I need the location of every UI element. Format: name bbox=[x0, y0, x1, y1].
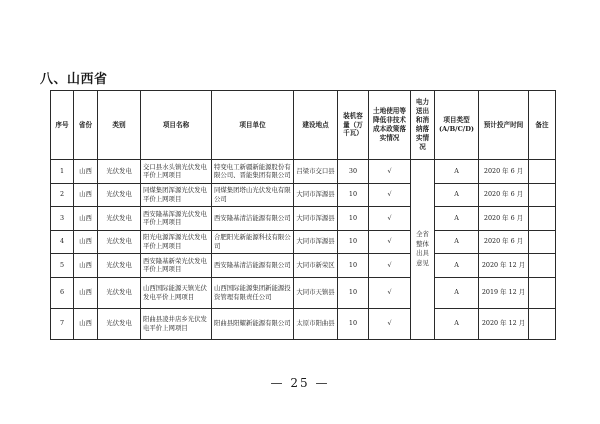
cell-seq: 5 bbox=[51, 254, 74, 278]
page-number: — 25 — bbox=[270, 376, 330, 390]
cell-remark bbox=[529, 277, 556, 308]
cell-location: 大同市天镇县 bbox=[294, 277, 338, 308]
cell-project-name: 交口县水头镇光伏发电平价上网项目 bbox=[141, 160, 212, 184]
header-capacity: 装机容量（万千瓦） bbox=[338, 91, 369, 160]
header-land-cost: 土地使用等降低非技术成本政策落实情况 bbox=[369, 91, 411, 160]
cell-project-unit: 西安隆基清洁能源有限公司 bbox=[212, 254, 294, 278]
cell-location: 大同市浑源县 bbox=[294, 230, 338, 254]
header-grid: 电力送出和消纳落实情况 bbox=[411, 91, 435, 160]
cell-capacity: 10 bbox=[338, 254, 369, 278]
header-project-unit: 项目单位 bbox=[212, 91, 294, 160]
section-title: 八、山西省 bbox=[40, 72, 108, 87]
cell-land-check: √ bbox=[369, 308, 411, 339]
cell-remark bbox=[529, 254, 556, 278]
cell-project-unit: 同煤集团塔山光伏发电有限公司 bbox=[212, 183, 294, 207]
cell-seq: 2 bbox=[51, 183, 74, 207]
header-project-name: 项目名称 bbox=[141, 91, 212, 160]
cell-time: 2019 年 12 月 bbox=[479, 277, 529, 308]
cell-land-check: √ bbox=[369, 277, 411, 308]
cell-land-check: √ bbox=[369, 254, 411, 278]
header-province: 省份 bbox=[74, 91, 98, 160]
cell-remark bbox=[529, 160, 556, 184]
table-row bbox=[51, 183, 556, 207]
cell-province: 山西 bbox=[74, 183, 98, 207]
cell-category: 光伏发电 bbox=[98, 308, 141, 339]
cell-capacity: 10 bbox=[338, 230, 369, 254]
cell-remark bbox=[529, 308, 556, 339]
cell-project-name: 阳光电源浑源光伏发电平价上网项目 bbox=[141, 230, 212, 254]
cell-land-check: √ bbox=[369, 230, 411, 254]
cell-project-name: 同煤集团浑源光伏发电平价上网项目 bbox=[141, 183, 212, 207]
cell-category: 光伏发电 bbox=[98, 277, 141, 308]
table-row bbox=[51, 160, 556, 184]
table-row bbox=[51, 277, 556, 308]
cell-province: 山西 bbox=[74, 230, 98, 254]
cell-seq: 4 bbox=[51, 230, 74, 254]
cell-project-unit: 阳曲县阳耀新能源有限公司 bbox=[212, 308, 294, 339]
cell-location: 大同市浑源县 bbox=[294, 207, 338, 231]
cell-remark bbox=[529, 230, 556, 254]
cell-capacity: 30 bbox=[338, 160, 369, 184]
cell-location: 大同市浑源县 bbox=[294, 183, 338, 207]
cell-province: 山西 bbox=[74, 277, 98, 308]
cell-category: 光伏发电 bbox=[98, 254, 141, 278]
cell-time: 2020 年 12 月 bbox=[479, 308, 529, 339]
cell-category: 光伏发电 bbox=[98, 207, 141, 231]
cell-project-name: 山西国际能源天镇光伏发电平价上网项目 bbox=[141, 277, 212, 308]
cell-type: A bbox=[435, 308, 479, 339]
cell-seq: 7 bbox=[51, 308, 74, 339]
cell-remark bbox=[529, 207, 556, 231]
cell-type: A bbox=[435, 230, 479, 254]
cell-capacity: 10 bbox=[338, 207, 369, 231]
cell-capacity: 10 bbox=[338, 183, 369, 207]
header-seq: 序号 bbox=[51, 91, 74, 160]
table-row bbox=[51, 254, 556, 278]
cell-time: 2020 年 12 月 bbox=[479, 254, 529, 278]
cell-type: A bbox=[435, 160, 479, 184]
cell-capacity: 10 bbox=[338, 308, 369, 339]
cell-seq: 1 bbox=[51, 160, 74, 184]
table-row bbox=[51, 207, 556, 231]
cell-category: 光伏发电 bbox=[98, 160, 141, 184]
header-location: 建设地点 bbox=[294, 91, 338, 160]
header-category: 类别 bbox=[98, 91, 141, 160]
cell-time: 2020 年 6 月 bbox=[479, 160, 529, 184]
cell-province: 山西 bbox=[74, 207, 98, 231]
cell-type: A bbox=[435, 207, 479, 231]
cell-project-name: 阳曲县凌井店乡光伏发电平价上网项目 bbox=[141, 308, 212, 339]
cell-grid-merged: 全省整体出具意见 bbox=[411, 160, 435, 340]
cell-province: 山西 bbox=[74, 160, 98, 184]
project-table bbox=[50, 90, 556, 340]
cell-time: 2020 年 6 月 bbox=[479, 230, 529, 254]
cell-project-unit: 山西国际能源集团新能源投资管理有限责任公司 bbox=[212, 277, 294, 308]
cell-seq: 3 bbox=[51, 207, 74, 231]
cell-category: 光伏发电 bbox=[98, 230, 141, 254]
header-time: 预计投产时间 bbox=[479, 91, 529, 160]
cell-location: 大同市新荣区 bbox=[294, 254, 338, 278]
cell-project-unit: 合肥阳光新能源科技有限公司 bbox=[212, 230, 294, 254]
cell-land-check: √ bbox=[369, 183, 411, 207]
cell-province: 山西 bbox=[74, 308, 98, 339]
table-row bbox=[51, 230, 556, 254]
cell-land-check: √ bbox=[369, 207, 411, 231]
cell-location: 吕梁市交口县 bbox=[294, 160, 338, 184]
cell-location: 太原市阳曲县 bbox=[294, 308, 338, 339]
cell-project-name: 西安隆基浑源光伏发电平价上网项目 bbox=[141, 207, 212, 231]
cell-project-unit: 特变电工新疆新能源股份有限公司、晋能集团有限公司 bbox=[212, 160, 294, 184]
cell-land-check: √ bbox=[369, 160, 411, 184]
cell-time: 2020 年 6 月 bbox=[479, 207, 529, 231]
header-remark: 备注 bbox=[529, 91, 556, 160]
cell-capacity: 10 bbox=[338, 277, 369, 308]
cell-time: 2020 年 6 月 bbox=[479, 183, 529, 207]
cell-remark bbox=[529, 183, 556, 207]
header-type: 项目类型(A/B/C/D) bbox=[435, 91, 479, 160]
cell-seq: 6 bbox=[51, 277, 74, 308]
table-row bbox=[51, 308, 556, 339]
cell-project-name: 西安隆基新荣光伏发电平价上网项目 bbox=[141, 254, 212, 278]
table-header-row bbox=[51, 91, 556, 160]
cell-type: A bbox=[435, 254, 479, 278]
cell-type: A bbox=[435, 183, 479, 207]
cell-type: A bbox=[435, 277, 479, 308]
cell-province: 山西 bbox=[74, 254, 98, 278]
cell-project-unit: 西安隆基清洁能源有限公司 bbox=[212, 207, 294, 231]
cell-category: 光伏发电 bbox=[98, 183, 141, 207]
